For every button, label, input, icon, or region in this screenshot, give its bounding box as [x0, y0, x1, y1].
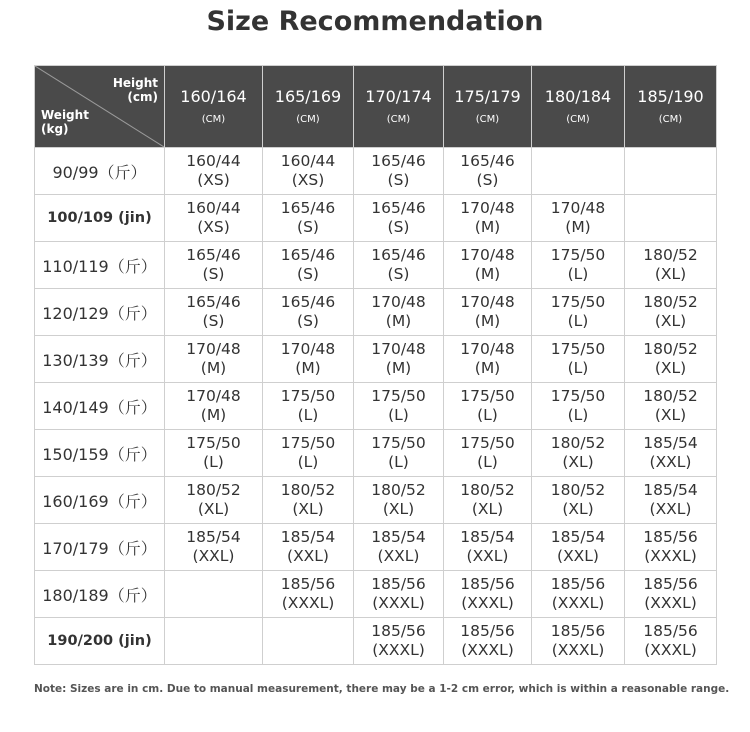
table-row — [35, 383, 717, 430]
size-value: 185/56 — [460, 622, 515, 640]
size-cell — [625, 148, 717, 195]
weight-row-label: 100/109 (jin) — [35, 195, 165, 242]
size-cell — [532, 242, 625, 289]
size-value: 175/50 — [550, 340, 606, 358]
size-cell — [625, 571, 717, 618]
size-label: (XXXL) — [461, 641, 514, 659]
size-value: 165/46 — [460, 152, 515, 170]
size-label: (M) — [385, 359, 412, 377]
size-cell — [165, 430, 263, 477]
size-label: (L) — [567, 406, 589, 424]
size-cell — [625, 242, 717, 289]
size-label: (XXXL) — [644, 594, 697, 612]
weight-label: Weight — [41, 108, 89, 122]
corner-header — [35, 66, 165, 148]
size-cell — [625, 524, 717, 571]
size-cell — [532, 524, 625, 571]
size-value: 185/56 — [460, 575, 515, 593]
size-cell — [263, 195, 354, 242]
size-label: (L) — [567, 265, 589, 283]
height-unit-small: (CM) — [386, 113, 411, 125]
size-label: (XL) — [654, 265, 687, 283]
height-column-header — [444, 66, 532, 148]
size-cell — [263, 289, 354, 336]
size-label: (XXXL) — [644, 641, 697, 659]
size-label: (XL) — [382, 500, 415, 518]
height-range: 160/164 — [180, 86, 247, 106]
size-label: (XXL) — [649, 500, 692, 518]
size-label: (XL) — [471, 500, 504, 518]
size-value: 170/48 — [186, 340, 241, 358]
size-label: (XXL) — [466, 547, 509, 565]
size-value: 185/56 — [371, 575, 426, 593]
size-chart-table — [34, 65, 717, 665]
size-label: (XS) — [197, 218, 230, 236]
size-label: (XL) — [292, 500, 324, 518]
height-unit-small: (CM) — [566, 113, 590, 125]
size-cell — [354, 477, 444, 524]
size-label: (XXL) — [287, 547, 329, 565]
size-cell — [444, 524, 532, 571]
size-cell — [444, 336, 532, 383]
size-label: (L) — [297, 406, 319, 424]
size-label: (XXXL) — [281, 594, 335, 612]
size-label: (L) — [477, 406, 498, 424]
size-cell — [532, 195, 625, 242]
weight-unit: (kg) — [41, 122, 69, 136]
size-cell — [263, 571, 354, 618]
weight-row-label: 170/179（斤） — [35, 524, 165, 571]
size-label: (L) — [567, 359, 589, 377]
table-row — [35, 571, 717, 618]
size-value: 185/54 — [643, 434, 698, 452]
size-label: (XXXL) — [551, 641, 605, 659]
size-value: 185/56 — [371, 622, 426, 640]
size-label: (M) — [200, 406, 227, 424]
size-cell — [165, 148, 263, 195]
size-value: 180/52 — [643, 293, 698, 311]
size-label: (L) — [203, 453, 224, 471]
weight-row-label: 120/129（斤） — [35, 289, 165, 336]
size-label: (XL) — [562, 500, 594, 518]
size-value: 175/50 — [186, 434, 241, 452]
size-cell — [444, 618, 532, 665]
size-value: 175/50 — [371, 387, 426, 405]
size-value: 175/50 — [550, 293, 606, 311]
size-cell — [532, 618, 625, 665]
height-range: 170/174 — [365, 86, 432, 106]
size-label: (L) — [388, 406, 409, 424]
size-label: (S) — [476, 171, 499, 189]
height-column-header — [263, 66, 354, 148]
size-cell — [354, 571, 444, 618]
size-cell — [354, 430, 444, 477]
size-cell — [444, 289, 532, 336]
height-column-header — [625, 66, 717, 148]
size-label: (XL) — [562, 453, 594, 471]
size-value: 165/46 — [186, 246, 241, 264]
size-label: (S) — [297, 218, 319, 236]
height-unit-small: (CM) — [201, 113, 226, 125]
table-row — [35, 289, 717, 336]
size-label: (S) — [297, 265, 319, 283]
size-cell — [625, 383, 717, 430]
size-value: 185/56 — [643, 622, 698, 640]
size-label: (S) — [297, 312, 319, 330]
size-cell — [263, 383, 354, 430]
size-value: 175/50 — [460, 387, 515, 405]
height-label: Height — [112, 76, 158, 90]
size-value: 170/48 — [371, 293, 426, 311]
size-value: 185/54 — [186, 528, 241, 546]
table-row — [35, 430, 717, 477]
size-cell — [532, 336, 625, 383]
size-value: 180/52 — [186, 481, 241, 499]
size-value: 165/46 — [371, 152, 426, 170]
size-cell — [532, 430, 625, 477]
size-cell — [165, 195, 263, 242]
size-cell — [263, 618, 354, 665]
size-label: (L) — [388, 453, 409, 471]
size-cell — [354, 242, 444, 289]
size-label: (XXXL) — [551, 594, 605, 612]
size-label: (XS) — [197, 171, 230, 189]
size-value: 160/44 — [186, 199, 241, 217]
size-cell — [532, 571, 625, 618]
size-cell — [263, 524, 354, 571]
size-label: (XXL) — [649, 453, 692, 471]
size-value: 170/48 — [460, 246, 515, 264]
size-cell — [444, 571, 532, 618]
size-value: 180/52 — [550, 481, 606, 499]
size-cell — [625, 618, 717, 665]
size-cell — [354, 148, 444, 195]
size-cell — [165, 289, 263, 336]
size-value: 185/56 — [280, 575, 336, 593]
size-label: (S) — [202, 265, 225, 283]
size-cell — [263, 430, 354, 477]
size-cell — [165, 571, 263, 618]
size-cell — [354, 524, 444, 571]
height-axis-label — [113, 76, 158, 104]
size-cell — [444, 477, 532, 524]
height-unit: (cm) — [127, 90, 158, 104]
size-cell — [532, 289, 625, 336]
size-label: (XL) — [654, 359, 687, 377]
size-cell — [625, 195, 717, 242]
size-cell — [263, 242, 354, 289]
weight-row-label: 90/99（斤） — [35, 148, 165, 195]
weight-axis-label — [41, 108, 89, 136]
header-row — [35, 66, 717, 148]
size-value: 180/52 — [280, 481, 336, 499]
size-cell — [263, 148, 354, 195]
size-value: 170/48 — [460, 293, 515, 311]
height-range: 180/184 — [544, 86, 612, 106]
weight-row-label: 180/189（斤） — [35, 571, 165, 618]
size-cell — [165, 524, 263, 571]
size-value: 175/50 — [371, 434, 426, 452]
size-value: 170/48 — [460, 199, 515, 217]
size-label: (L) — [567, 312, 589, 330]
footnote: Note: Sizes are in cm. Due to manual measurement, there may be a 1-2 cm error, which is within a reasonable range. — [34, 683, 730, 695]
size-cell — [263, 477, 354, 524]
size-cell — [165, 383, 263, 430]
size-value: 175/50 — [550, 387, 606, 405]
size-label: (M) — [200, 359, 227, 377]
size-value: 170/48 — [550, 199, 606, 217]
size-value: 185/54 — [371, 528, 426, 546]
size-label: (M) — [565, 218, 591, 236]
size-value: 165/46 — [371, 199, 426, 217]
size-label: (M) — [474, 359, 501, 377]
size-value: 180/52 — [643, 246, 698, 264]
weight-row-label: 110/119（斤） — [35, 242, 165, 289]
size-cell — [444, 148, 532, 195]
size-label: (M) — [474, 312, 501, 330]
height-unit-small: (CM) — [475, 113, 500, 125]
size-label: (XXXL) — [461, 594, 514, 612]
size-cell — [532, 148, 625, 195]
size-value: 180/52 — [643, 340, 698, 358]
size-value: 180/52 — [371, 481, 426, 499]
height-column-header — [532, 66, 625, 148]
size-label: (S) — [202, 312, 225, 330]
size-value: 185/56 — [643, 575, 698, 593]
weight-row-label: 160/169（斤） — [35, 477, 165, 524]
size-cell — [532, 383, 625, 430]
size-label: (XXXL) — [372, 594, 425, 612]
size-value: 180/52 — [643, 387, 698, 405]
size-value: 165/46 — [371, 246, 426, 264]
size-cell — [444, 195, 532, 242]
size-cell — [625, 430, 717, 477]
size-value: 165/46 — [280, 293, 336, 311]
size-cell — [625, 289, 717, 336]
size-label: (S) — [387, 171, 410, 189]
size-cell — [165, 477, 263, 524]
size-value: 170/48 — [460, 340, 515, 358]
size-value: 170/48 — [186, 387, 241, 405]
size-value: 185/56 — [550, 575, 606, 593]
size-cell — [165, 618, 263, 665]
table-row — [35, 524, 717, 571]
size-value: 185/54 — [643, 481, 698, 499]
size-label: (XXXL) — [372, 641, 425, 659]
size-table-body — [35, 148, 717, 665]
height-range: 175/179 — [454, 86, 521, 106]
size-label: (XL) — [197, 500, 230, 518]
weight-row-label: 140/149（斤） — [35, 383, 165, 430]
size-value: 165/46 — [280, 246, 336, 264]
size-value: 185/54 — [280, 528, 336, 546]
size-label: (XL) — [654, 406, 687, 424]
table-row — [35, 242, 717, 289]
size-label: (XXL) — [192, 547, 235, 565]
size-label: (XL) — [654, 312, 687, 330]
table-row — [35, 618, 717, 665]
size-cell — [263, 336, 354, 383]
size-cell — [444, 242, 532, 289]
size-value: 175/50 — [280, 387, 336, 405]
height-column-header — [354, 66, 444, 148]
size-value: 175/50 — [460, 434, 515, 452]
size-label: (XS) — [291, 171, 325, 189]
size-cell — [354, 195, 444, 242]
size-label: (S) — [387, 218, 410, 236]
table-row — [35, 148, 717, 195]
size-cell — [165, 336, 263, 383]
size-value: 170/48 — [280, 340, 336, 358]
size-cell — [354, 336, 444, 383]
size-value: 185/54 — [460, 528, 515, 546]
size-value: 160/44 — [186, 152, 241, 170]
size-value: 185/56 — [550, 622, 606, 640]
size-label: (S) — [387, 265, 410, 283]
size-label: (M) — [295, 359, 321, 377]
size-value: 160/44 — [280, 152, 336, 170]
size-value: 175/50 — [280, 434, 336, 452]
height-unit-small: (CM) — [658, 113, 683, 125]
size-cell — [165, 242, 263, 289]
size-cell — [625, 477, 717, 524]
size-label: (M) — [474, 265, 501, 283]
table-row — [35, 336, 717, 383]
size-cell — [354, 289, 444, 336]
size-value: 170/48 — [371, 340, 426, 358]
size-label: (M) — [474, 218, 501, 236]
size-label: (XXXL) — [644, 547, 697, 565]
height-unit-small: (CM) — [296, 113, 320, 125]
size-label: (L) — [297, 453, 319, 471]
height-range: 185/190 — [637, 86, 704, 106]
size-value: 165/46 — [186, 293, 241, 311]
table-row — [35, 477, 717, 524]
size-value: 180/52 — [460, 481, 515, 499]
size-label: (L) — [477, 453, 498, 471]
size-label: (XXL) — [377, 547, 420, 565]
size-value: 165/46 — [280, 199, 336, 217]
page-title: Size Recommendation — [206, 6, 544, 37]
weight-row-label: 150/159（斤） — [35, 430, 165, 477]
table-row — [35, 195, 717, 242]
size-value: 175/50 — [550, 246, 606, 264]
size-label: (M) — [385, 312, 412, 330]
size-value: 185/54 — [550, 528, 606, 546]
size-value: 180/52 — [550, 434, 606, 452]
size-cell — [444, 430, 532, 477]
size-cell — [625, 336, 717, 383]
size-cell — [532, 477, 625, 524]
size-cell — [444, 383, 532, 430]
size-cell — [354, 618, 444, 665]
size-label: (XXL) — [557, 547, 599, 565]
height-range: 165/169 — [274, 86, 342, 106]
size-value: 185/56 — [643, 528, 698, 546]
height-column-header — [165, 66, 263, 148]
size-cell — [354, 383, 444, 430]
weight-row-label: 130/139（斤） — [35, 336, 165, 383]
weight-row-label: 190/200 (jin) — [35, 618, 165, 665]
